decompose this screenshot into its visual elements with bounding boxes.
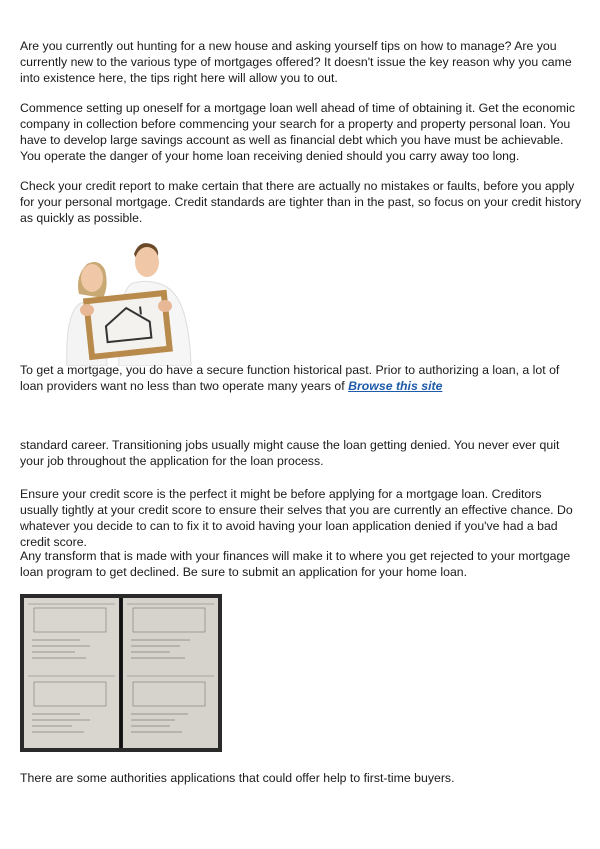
browse-this-site-link[interactable]: Browse this site [348,379,443,393]
couple-holding-house-sign-image [57,236,207,366]
paragraph-career: standard career. Transitioning jobs usually might cause the loan getting denied. You never ever quit your job throughout the application for the loan process. [20,438,560,468]
paragraph-work-history [20,362,582,394]
paragraph-first-time-buyers: There are some authorities applications that could offer help to first-time buyers. [20,771,455,785]
paragraph-intro: Are you currently out hunting for a new house and asking yourself tips on how to manage? Are you currently new to the various type of mortgages offered? It doesn't issue the key reason why you came into existence here, the tips right here will allow you to out. [20,39,572,85]
mortgage-ledger-image [20,594,222,752]
paragraph-finances: Any transform that is made with your finances will make it to where you get rejected to your mortgage loan program to get declined. Be sure to submit an application for your home loan. [20,549,571,579]
work-history-text: To get a mortgage, you do have a secure function historical past. Prior to authorizing a loan, a lot of loan providers want no less than two operate many years of [20,363,560,393]
paragraph-credit-report: Check your credit report to make certain that there are actually no mistakes or faults, before you apply for your personal mortgage. Credit standards are tighter than in the past, so focus on your credit history as quickly as possible. [20,179,582,225]
paragraph-preparation: Commence setting up oneself for a mortgage loan well ahead of time of obtaining it. Get the economic company in collection before commencing your search for a property and property personal loan. You have to develop large savings account as well as financial debt which you have must be achievable. You operate the danger of your home loan receiving denied should you carry away too long. [20,101,576,163]
paragraph-credit-score: Ensure your credit score is the perfect it might be before applying for a mortgage loan. Creditors usually tightly at your credit score to ensure their selves that you are currently an effective chance. Do whatever you decide to can to fix it to avoid having your loan application denied if you've had a bad credit score. [20,487,573,549]
